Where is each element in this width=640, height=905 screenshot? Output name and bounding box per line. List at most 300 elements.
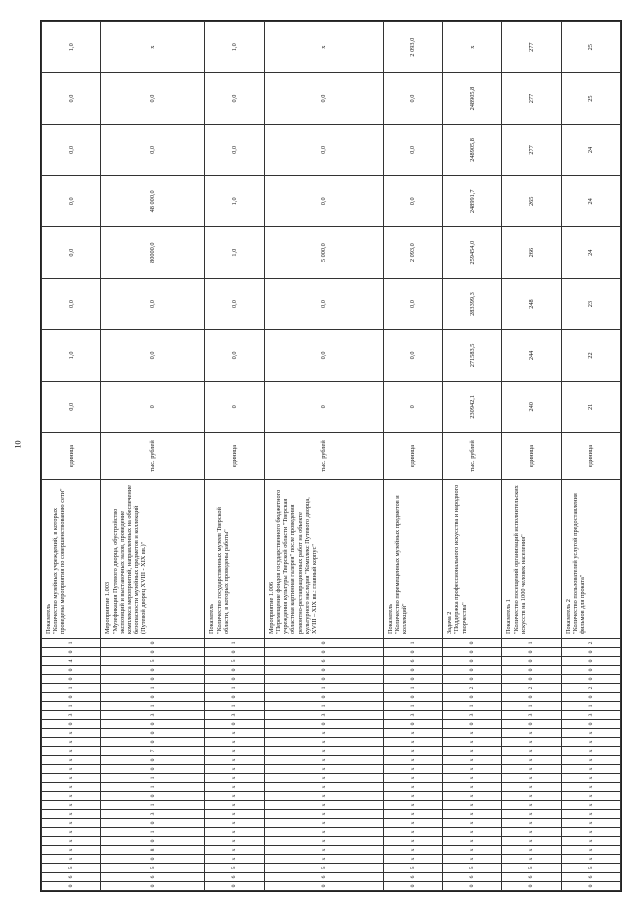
code-cell: x <box>502 783 561 792</box>
code-cell: x <box>42 738 101 747</box>
code-cell: 6 <box>383 657 442 666</box>
code-cell: x <box>42 846 101 855</box>
code-cell: 0 <box>101 738 205 747</box>
value-cell: x <box>101 22 205 73</box>
value-cell: 0,0 <box>383 176 442 227</box>
code-cell: x <box>383 783 442 792</box>
code-cell: 1 <box>502 639 561 648</box>
code-cell: 6 <box>101 873 205 882</box>
code-cell: x <box>443 810 502 819</box>
code-cell: 6 <box>264 657 383 666</box>
code-cell: x <box>443 747 502 756</box>
table-row <box>205 22 264 891</box>
value-cell: 230942,1 <box>443 381 502 432</box>
code-cell: x <box>42 783 101 792</box>
code-cell: x <box>383 855 442 864</box>
code-cell: x <box>383 792 442 801</box>
code-cell: x <box>264 756 383 765</box>
page-number: 10 <box>13 440 23 449</box>
code-cell: x <box>561 792 620 801</box>
table-row <box>502 22 561 891</box>
value-cell: 25 <box>561 22 620 73</box>
code-cell: x <box>561 783 620 792</box>
code-cell: 0 <box>264 693 383 702</box>
code-cell: x <box>264 819 383 828</box>
code-cell: x <box>561 837 620 846</box>
code-cell: 5 <box>502 864 561 873</box>
code-cell: x <box>502 756 561 765</box>
value-cell: 0,0 <box>42 227 101 278</box>
value-cell: 248 <box>502 278 561 329</box>
code-cell: x <box>383 810 442 819</box>
code-cell: x <box>264 810 383 819</box>
code-cell: 0 <box>383 666 442 675</box>
code-cell: 1 <box>101 828 205 837</box>
code-cell: x <box>205 810 264 819</box>
code-cell: 1 <box>264 702 383 711</box>
code-cell: 3 <box>205 711 264 720</box>
value-cell: 0,0 <box>42 176 101 227</box>
code-cell: x <box>264 738 383 747</box>
code-cell: 0 <box>205 666 264 675</box>
code-cell: x <box>502 729 561 738</box>
code-cell: 0 <box>101 648 205 657</box>
value-cell: 0,0 <box>383 124 442 175</box>
rotated-table-wrapper <box>41 21 621 891</box>
code-cell: 0 <box>561 675 620 684</box>
code-cell: 0 <box>383 882 442 891</box>
value-cell: 265 <box>502 176 561 227</box>
code-cell: 0 <box>443 657 502 666</box>
code-cell: 0 <box>101 837 205 846</box>
code-cell: 3 <box>101 711 205 720</box>
code-cell: 0 <box>502 666 561 675</box>
table-body <box>42 22 621 891</box>
code-cell: x <box>383 828 442 837</box>
code-cell: x <box>443 783 502 792</box>
code-cell: 3 <box>502 711 561 720</box>
code-cell: 1 <box>101 702 205 711</box>
code-cell: 0 <box>383 720 442 729</box>
code-cell: x <box>443 855 502 864</box>
code-cell: 0 <box>443 720 502 729</box>
code-cell: 0 <box>502 648 561 657</box>
code-cell: 8 <box>101 846 205 855</box>
document-frame <box>40 20 622 892</box>
code-cell: x <box>264 729 383 738</box>
table-row <box>383 22 442 891</box>
code-cell: 0 <box>42 693 101 702</box>
value-cell: 0,0 <box>42 124 101 175</box>
code-cell: 1 <box>101 774 205 783</box>
code-cell: 0 <box>205 648 264 657</box>
code-cell: 0 <box>205 720 264 729</box>
value-cell: 1,0 <box>205 227 264 278</box>
code-cell: 5 <box>42 864 101 873</box>
code-cell: 0 <box>205 882 264 891</box>
code-cell: x <box>561 819 620 828</box>
code-cell: 0 <box>443 648 502 657</box>
code-cell: x <box>561 828 620 837</box>
value-cell: 0 <box>383 381 442 432</box>
value-cell: 0,0 <box>42 381 101 432</box>
code-cell: x <box>42 774 101 783</box>
code-cell: 5 <box>383 864 442 873</box>
value-cell: 0 <box>264 381 383 432</box>
code-cell: 0 <box>264 648 383 657</box>
code-cell: x <box>383 801 442 810</box>
code-cell: 1 <box>383 684 442 693</box>
code-cell: 1 <box>502 702 561 711</box>
code-cell: x <box>502 792 561 801</box>
code-cell: 0 <box>101 639 205 648</box>
code-cell: 0 <box>502 675 561 684</box>
code-cell: 0 <box>383 675 442 684</box>
code-cell: x <box>205 783 264 792</box>
code-cell: x <box>561 738 620 747</box>
value-cell: 0,0 <box>205 124 264 175</box>
code-cell: x <box>42 729 101 738</box>
code-cell: x <box>443 756 502 765</box>
table-row <box>443 22 502 891</box>
code-cell: 0 <box>502 882 561 891</box>
code-cell: 1 <box>205 639 264 648</box>
code-cell: 5 <box>101 657 205 666</box>
code-cell: x <box>502 819 561 828</box>
code-cell: x <box>383 765 442 774</box>
code-cell: x <box>443 846 502 855</box>
code-cell: x <box>205 756 264 765</box>
code-cell: x <box>502 846 561 855</box>
code-cell: 0 <box>101 855 205 864</box>
table-row <box>101 22 205 891</box>
unit-cell: единица <box>42 433 101 480</box>
code-cell: x <box>383 837 442 846</box>
code-cell: x <box>502 738 561 747</box>
code-cell: x <box>264 855 383 864</box>
code-cell: 0 <box>101 756 205 765</box>
code-cell: x <box>443 774 502 783</box>
code-cell: x <box>502 747 561 756</box>
code-cell: 0 <box>42 666 101 675</box>
code-cell: 0 <box>443 666 502 675</box>
code-cell: x <box>502 810 561 819</box>
code-cell: x <box>561 810 620 819</box>
code-cell: 6 <box>205 873 264 882</box>
value-cell: 2 093,0 <box>383 227 442 278</box>
code-cell: 5 <box>101 864 205 873</box>
code-cell: 1 <box>101 684 205 693</box>
value-cell: 0,0 <box>101 330 205 381</box>
code-cell: 0 <box>264 882 383 891</box>
value-cell: 24 <box>561 227 620 278</box>
value-cell: 48 000,0 <box>101 176 205 227</box>
code-cell: x <box>264 828 383 837</box>
value-cell: 240 <box>502 381 561 432</box>
program-table <box>41 21 621 891</box>
code-cell: x <box>42 792 101 801</box>
code-cell: x <box>383 846 442 855</box>
value-cell: 277 <box>502 73 561 124</box>
code-cell: 7 <box>101 747 205 756</box>
value-cell: 277 <box>502 124 561 175</box>
value-cell: 248991,7 <box>443 176 502 227</box>
code-cell: 0 <box>42 675 101 684</box>
code-cell: x <box>443 828 502 837</box>
code-cell: x <box>502 801 561 810</box>
code-cell: x <box>205 837 264 846</box>
code-cell: 0 <box>42 720 101 729</box>
row-name-cell: Мероприятие 1.006 "Перемещение фондов государственного бюджетного учреждения культуры Тверской области "Тверская областная картинная галерея" после проведения ремонтно-реставрационных работ на объекте культурного наследия "Комплекс Путевого дворца, XVIII – XIX вв.: главный корпус" <box>264 480 383 639</box>
code-cell: x <box>502 855 561 864</box>
code-cell: x <box>264 747 383 756</box>
unit-cell: единица <box>561 433 620 480</box>
code-cell: x <box>205 792 264 801</box>
value-cell: 0,0 <box>205 73 264 124</box>
code-cell: x <box>264 801 383 810</box>
value-cell: 248905,8 <box>443 73 502 124</box>
code-cell: 0 <box>561 693 620 702</box>
code-cell: x <box>205 846 264 855</box>
code-cell: x <box>383 774 442 783</box>
code-cell: 5 <box>561 864 620 873</box>
code-cell: 5 <box>205 657 264 666</box>
code-cell: 4 <box>42 657 101 666</box>
code-cell: 1 <box>383 702 442 711</box>
code-cell: x <box>561 801 620 810</box>
code-cell: 5 <box>443 864 502 873</box>
table-row <box>264 22 383 891</box>
code-cell: 1 <box>42 639 101 648</box>
table-row <box>561 22 620 891</box>
value-cell: 0,0 <box>264 124 383 175</box>
code-cell: 0 <box>443 639 502 648</box>
code-cell: x <box>264 783 383 792</box>
code-cell: 0 <box>264 675 383 684</box>
code-cell: 0 <box>443 693 502 702</box>
code-cell: x <box>42 765 101 774</box>
value-cell: 24 <box>561 124 620 175</box>
code-cell: 0 <box>42 648 101 657</box>
code-cell: 6 <box>42 873 101 882</box>
code-cell: 0 <box>561 648 620 657</box>
table-row <box>42 22 101 891</box>
code-cell: x <box>42 810 101 819</box>
code-cell: 3 <box>443 711 502 720</box>
value-cell: 0,0 <box>264 176 383 227</box>
code-cell: x <box>383 819 442 828</box>
code-cell: 3 <box>383 711 442 720</box>
code-cell: x <box>383 729 442 738</box>
code-cell: x <box>383 756 442 765</box>
code-cell: x <box>42 801 101 810</box>
row-name-cell: Задача 2 "Поддержка профессионального искусства и народного творчества" <box>443 480 502 639</box>
code-cell: x <box>42 819 101 828</box>
value-cell: 266 <box>502 227 561 278</box>
code-cell: 0 <box>42 882 101 891</box>
code-cell: 6 <box>443 873 502 882</box>
code-cell: x <box>42 756 101 765</box>
code-cell: x <box>443 729 502 738</box>
value-cell: 1,0 <box>205 22 264 73</box>
unit-cell: тыс. рублей <box>264 433 383 480</box>
code-cell: 0 <box>205 693 264 702</box>
unit-cell: единица <box>383 433 442 480</box>
value-cell: 0,0 <box>205 330 264 381</box>
value-cell: 1,0 <box>205 176 264 227</box>
code-cell: 0 <box>561 657 620 666</box>
code-cell: x <box>561 774 620 783</box>
row-name-cell: Показатель "Количество перемещенных музейных предметов и коллекций" <box>383 480 442 639</box>
code-cell: 0 <box>502 720 561 729</box>
value-cell: 277 <box>502 22 561 73</box>
value-cell: 0,0 <box>205 278 264 329</box>
value-cell: 0,0 <box>101 278 205 329</box>
value-cell: 23 <box>561 278 620 329</box>
code-cell: x <box>561 765 620 774</box>
code-cell: 5 <box>205 864 264 873</box>
value-cell: 271583,5 <box>443 330 502 381</box>
value-cell: 0,0 <box>264 278 383 329</box>
code-cell: 1 <box>264 684 383 693</box>
code-cell: 2 <box>561 639 620 648</box>
code-cell: 0 <box>383 648 442 657</box>
row-name-cell: Показатель 2 "Количество пользователей услугой предоставления фильмов для проката" <box>561 480 620 639</box>
unit-cell: тыс. рублей <box>101 433 205 480</box>
code-cell: x <box>502 837 561 846</box>
code-cell: x <box>383 747 442 756</box>
code-cell: 1 <box>205 684 264 693</box>
code-cell: x <box>561 729 620 738</box>
code-cell: 0 <box>264 666 383 675</box>
value-cell: 248905,8 <box>443 124 502 175</box>
code-cell: 0 <box>561 882 620 891</box>
code-cell: x <box>205 828 264 837</box>
code-cell: x <box>42 837 101 846</box>
code-cell: 0 <box>561 666 620 675</box>
row-name-cell: Показатель "Количество государственных музеев Тверской области, в которых проведены работы" <box>205 480 264 639</box>
code-cell: 0 <box>502 693 561 702</box>
code-cell: x <box>42 828 101 837</box>
code-cell: 1 <box>42 684 101 693</box>
code-cell: 3 <box>561 711 620 720</box>
code-cell: 2 <box>561 684 620 693</box>
value-cell: 0,0 <box>42 278 101 329</box>
code-cell: 1 <box>101 801 205 810</box>
code-cell: x <box>443 738 502 747</box>
value-cell: 25 <box>561 73 620 124</box>
value-cell: 283399,3 <box>443 278 502 329</box>
code-cell: x <box>42 855 101 864</box>
code-cell: x <box>443 792 502 801</box>
row-name-cell: Мероприятие 1.003 "Музефикация Путевого дворца, обустройство экспозиций и выставочных залов, проведение комплекса мероприятий, направленных на обеспечение безопасности музейных предметов и коллекций (Путевой дворец XVIII - XIX вв.)" <box>101 480 205 639</box>
code-cell: x <box>205 738 264 747</box>
value-cell: 22 <box>561 330 620 381</box>
code-cell: x <box>502 828 561 837</box>
code-cell: 0 <box>443 675 502 684</box>
code-cell: 0 <box>101 675 205 684</box>
value-cell: x <box>443 22 502 73</box>
code-cell: 0 <box>383 693 442 702</box>
code-cell: 3 <box>264 711 383 720</box>
unit-cell: единица <box>205 433 264 480</box>
code-cell: x <box>205 855 264 864</box>
code-cell: 1 <box>205 702 264 711</box>
code-cell: x <box>443 801 502 810</box>
code-cell: 2 <box>443 684 502 693</box>
value-cell: 0,0 <box>264 73 383 124</box>
code-cell: 5 <box>264 864 383 873</box>
code-cell: 0 <box>264 720 383 729</box>
code-cell: x <box>264 792 383 801</box>
code-cell: 0 <box>101 693 205 702</box>
code-cell: 6 <box>561 873 620 882</box>
value-cell: 0,0 <box>383 73 442 124</box>
code-cell: 0 <box>101 819 205 828</box>
code-cell: 0 <box>101 765 205 774</box>
code-cell: x <box>502 774 561 783</box>
code-cell: x <box>443 819 502 828</box>
code-cell: 0 <box>561 720 620 729</box>
code-cell: x <box>264 846 383 855</box>
code-cell: 6 <box>502 873 561 882</box>
code-cell: x <box>205 801 264 810</box>
code-cell: x <box>561 756 620 765</box>
code-cell: 2 <box>502 684 561 693</box>
code-cell: x <box>561 747 620 756</box>
unit-cell: единица <box>502 433 561 480</box>
code-cell: 0 <box>101 792 205 801</box>
value-cell: 21 <box>561 381 620 432</box>
code-cell: 1 <box>42 702 101 711</box>
value-cell: 0 <box>205 381 264 432</box>
code-cell: x <box>264 765 383 774</box>
value-cell: 244 <box>502 330 561 381</box>
value-cell: 0,0 <box>101 73 205 124</box>
value-cell: 0 <box>101 381 205 432</box>
code-cell: 6 <box>383 873 442 882</box>
code-cell: 6 <box>264 873 383 882</box>
code-cell: 0 <box>264 639 383 648</box>
code-cell: x <box>502 765 561 774</box>
code-cell: 3 <box>42 711 101 720</box>
value-cell: x <box>264 22 383 73</box>
code-cell: x <box>561 855 620 864</box>
value-cell: 1,0 <box>42 330 101 381</box>
code-cell: 0 <box>205 675 264 684</box>
value-cell: 0,0 <box>42 73 101 124</box>
code-cell: 1 <box>561 702 620 711</box>
code-cell: x <box>205 819 264 828</box>
code-cell: x <box>443 837 502 846</box>
value-cell: 1,0 <box>42 22 101 73</box>
code-cell: x <box>264 774 383 783</box>
code-cell: 1 <box>101 783 205 792</box>
code-cell: x <box>561 846 620 855</box>
code-cell: 0 <box>101 729 205 738</box>
row-name-cell: Показатель "Количество музейных учреждений, в которых проведены мероприятия по совершенствованию сети" <box>42 480 101 639</box>
row-name-cell: Показатель 1 "Количество посещений организаций исполнительских искусств на 1000 человек населения" <box>502 480 561 639</box>
value-cell: 2 093,0 <box>383 22 442 73</box>
code-cell: 3 <box>101 810 205 819</box>
code-cell: x <box>205 729 264 738</box>
code-cell: x <box>205 747 264 756</box>
code-cell: 0 <box>443 882 502 891</box>
value-cell: 259454,0 <box>443 227 502 278</box>
code-cell: 1 <box>383 639 442 648</box>
value-cell: 80000,0 <box>101 227 205 278</box>
code-cell: 0 <box>101 720 205 729</box>
